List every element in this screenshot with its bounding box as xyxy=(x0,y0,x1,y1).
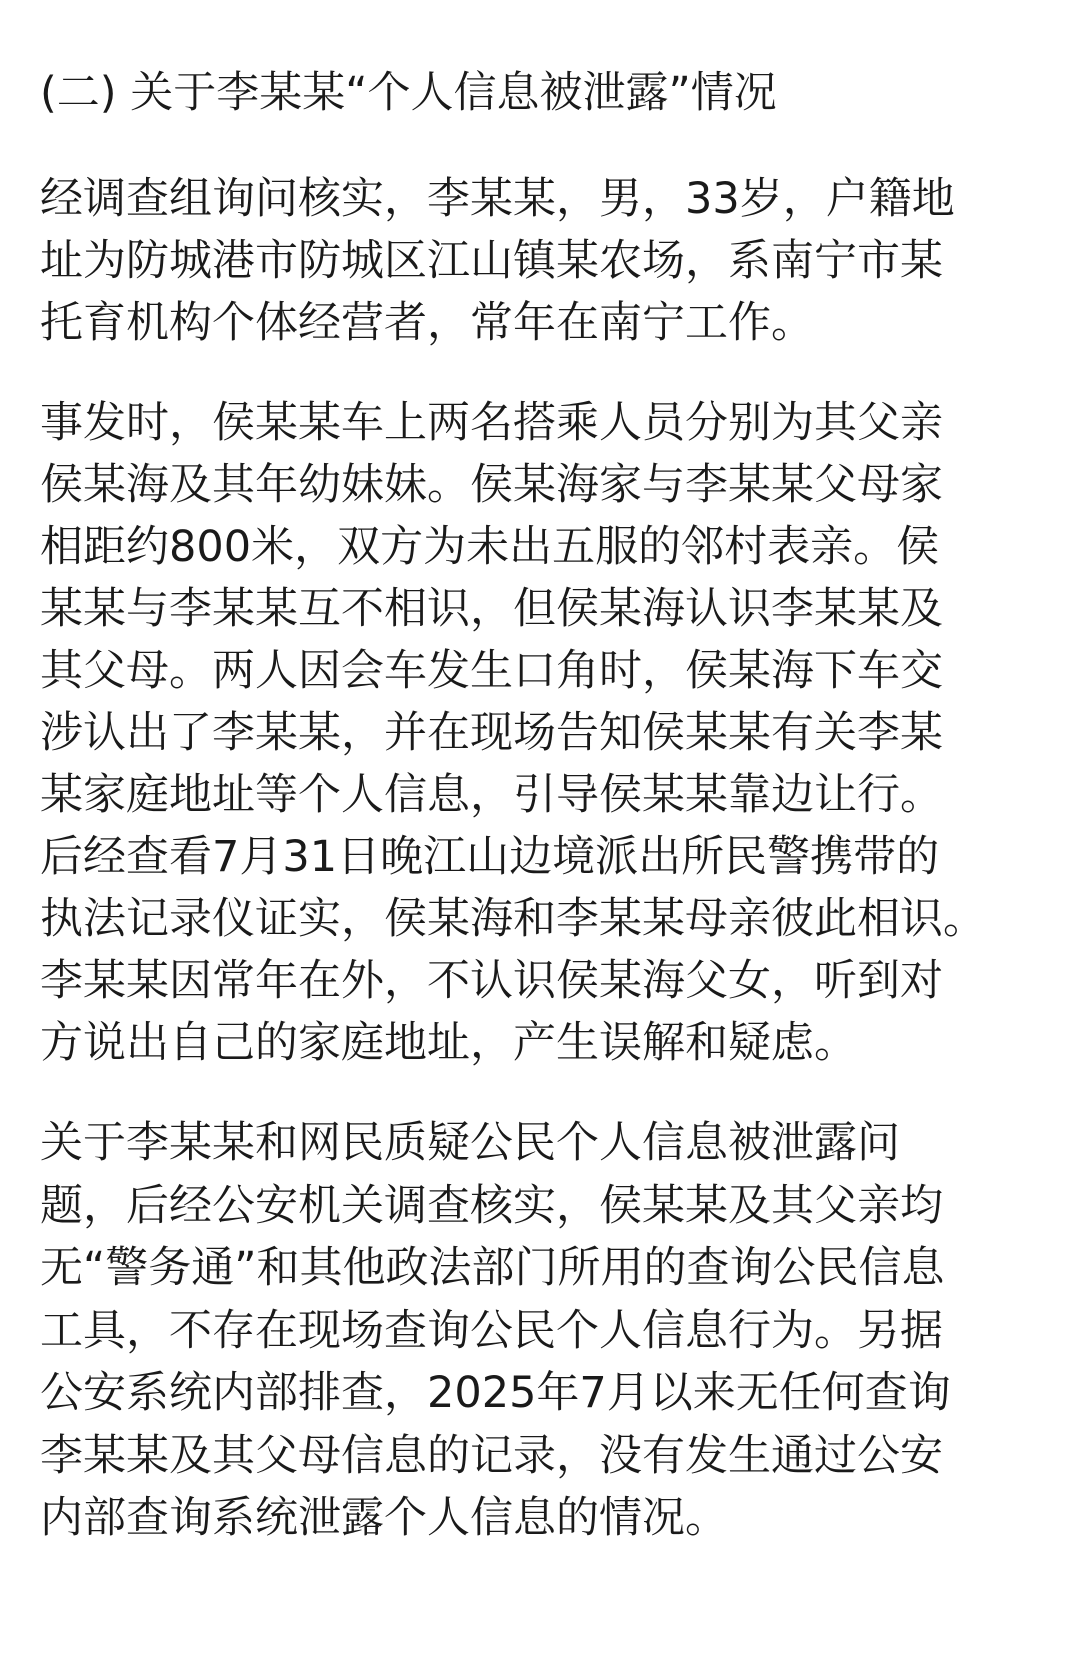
paragraph-line: 某某与李某某互不相识，但侯某海认识李某某及 xyxy=(40,584,943,634)
paragraph-line: 执法记录仪证实，侯某海和李某某母亲彼此相识。 xyxy=(40,894,986,944)
paragraph-line: 相距约800米，双方为未出五服的邻村表亲。侯 xyxy=(40,522,940,572)
paragraph-line: 侯某海及其年幼妹妹。侯某海家与李某某父母家 xyxy=(40,460,943,510)
paragraph-line: 托育机构个体经营者，常年在南宁工作。 xyxy=(40,298,814,348)
paragraph-line: 经调查组询问核实，李某某，男，33岁，户籍地 xyxy=(40,174,955,224)
paragraph-line: 工具，不存在现场查询公民个人信息行为。另据 xyxy=(40,1305,943,1356)
paragraph-line: 其父母。两人因会车发生口角时，侯某海下车交 xyxy=(40,646,943,696)
paragraph-line: 公安系统内部排查，2025年7月以来无任何查询 xyxy=(40,1368,951,1418)
paragraph-line: 某家庭地址等个人信息，引导侯某某靠边让行。 xyxy=(40,770,943,820)
section-heading: (二) 关于李某某“个人信息被泄露”情况 xyxy=(40,68,777,118)
paragraph-investigation xyxy=(40,168,1040,354)
paragraph-line: 李某某因常年在外，不认识侯某海父女，听到对 xyxy=(40,956,943,1006)
paragraph-line: 方说出自己的家庭地址，产生误解和疑虑。 xyxy=(40,1018,857,1068)
paragraph-police-check xyxy=(40,1112,1040,1550)
paragraph-line: 无“警务通”和其他政法部门所用的查询公民信息 xyxy=(40,1243,945,1293)
paragraph-line: 关于李某某和网民质疑公民个人信息被泄露问 xyxy=(40,1118,900,1168)
paragraph-line: 题，后经公安机关调查核实，侯某某及其父亲均 xyxy=(40,1180,943,1231)
paragraph-line: 涉认出了李某某，并在现场告知侯某某有关李某 xyxy=(40,708,943,758)
paragraph-incident xyxy=(40,392,1040,1074)
paragraph-line: 后经查看7月31日晚江山边境派出所民警携带的 xyxy=(40,832,940,882)
paragraph-line: 内部查询系统泄露个人信息的情况。 xyxy=(40,1493,728,1543)
article-body xyxy=(40,58,1040,1588)
paragraph-line: 址为防城港市防城区江山镇某农场，系南宁市某 xyxy=(40,236,943,286)
paragraph-line: 李某某及其父母信息的记录，没有发生通过公安 xyxy=(40,1430,943,1481)
paragraph-line: 事发时，侯某某车上两名搭乘人员分别为其父亲 xyxy=(40,398,943,448)
